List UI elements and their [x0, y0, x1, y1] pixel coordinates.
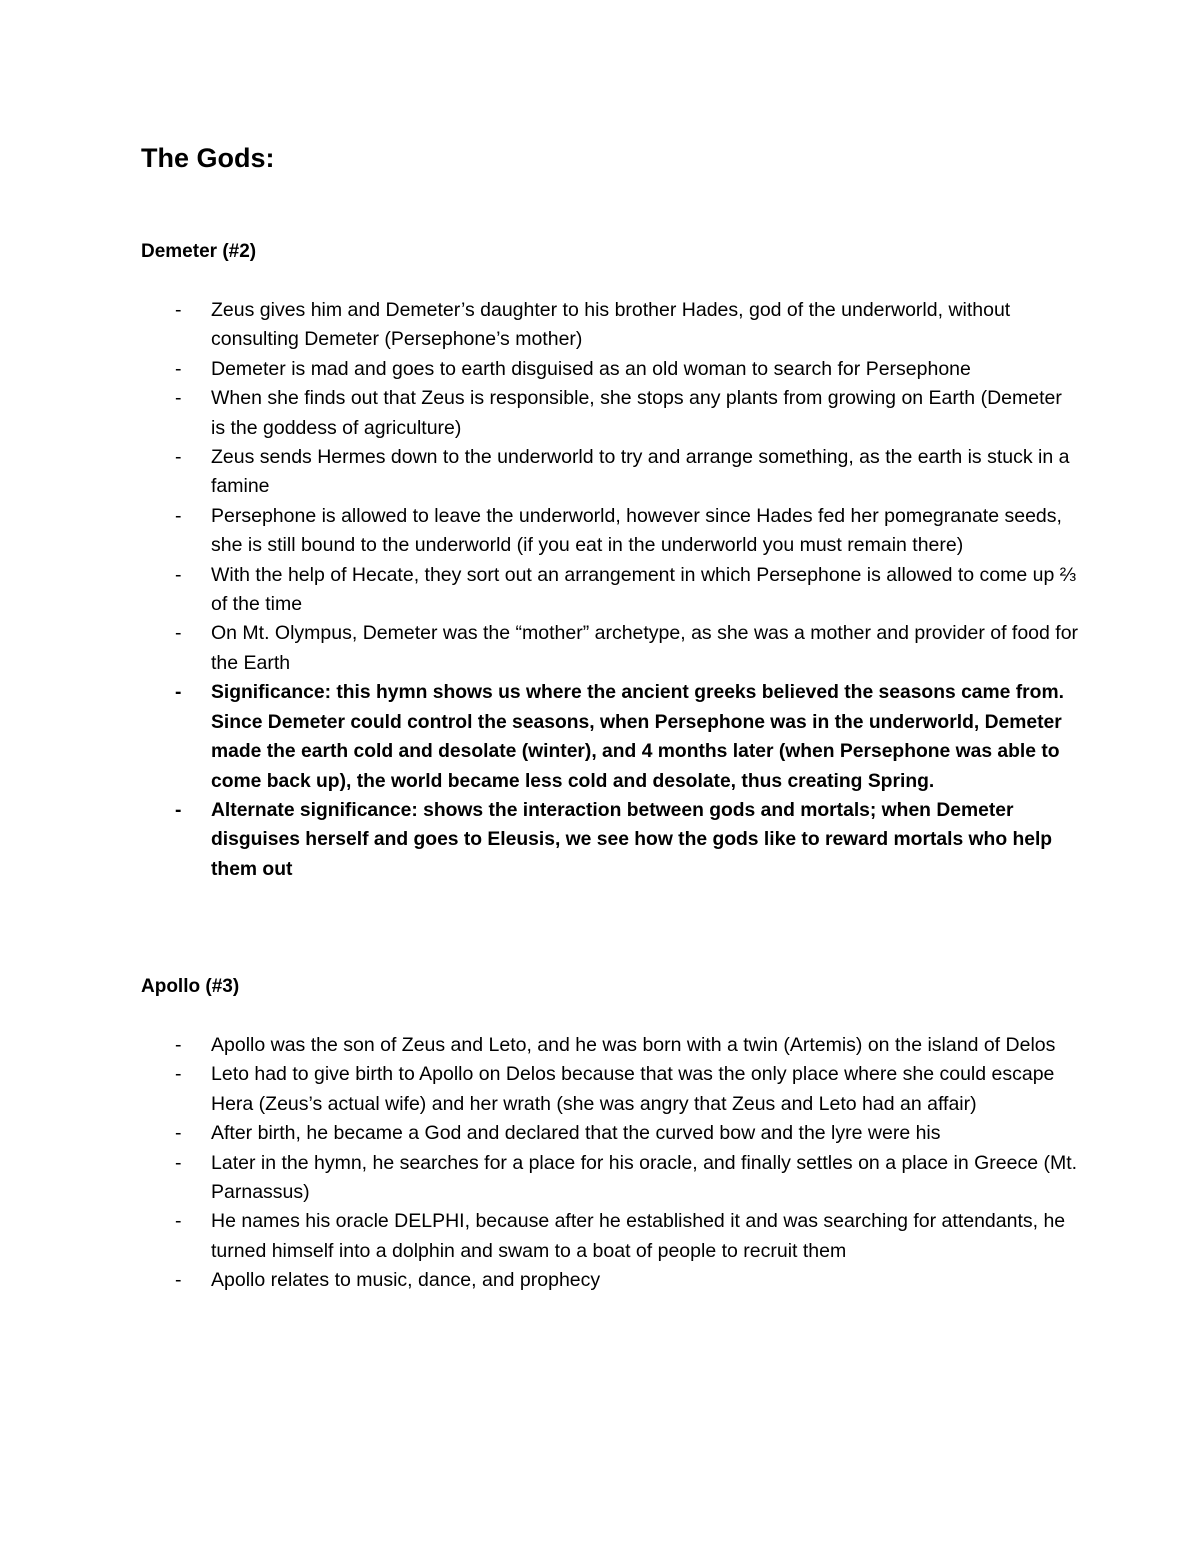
bullet-dash: - [175, 1063, 182, 1086]
list-item [141, 1266, 1081, 1295]
bullet-list-demeter [141, 296, 1081, 884]
bullet-dash: - [175, 357, 182, 380]
list-item [141, 384, 1081, 443]
list-item [141, 561, 1081, 620]
list-item-text: Demeter is mad and goes to earth disguised as an old woman to search for Persephone [211, 357, 971, 380]
bullet-dash: - [175, 622, 182, 645]
bullet-dash: - [175, 563, 182, 586]
page-title: The Gods: [141, 143, 275, 173]
list-item-text: Zeus sends Hermes down to the underworld to try and arrange something, as the earth is stuck in a famine [211, 446, 1070, 498]
section-heading-demeter: Demeter (#2) [141, 241, 257, 262]
bullet-dash: - [175, 446, 182, 469]
bullet-dash: - [175, 1122, 182, 1145]
list-item-text: On Mt. Olympus, Demeter was the “mother” archetype, as she was a mother and provider of food for the Earth [211, 622, 1079, 674]
bullet-dash: - [175, 1210, 182, 1233]
list-item-text: Alternate significance: shows the interaction between gods and mortals; when Demeter disguises herself and goes to Eleusis, we see how the gods like to reward mortals who help them out [211, 799, 1053, 880]
list-item-text: Persephone is allowed to leave the underworld, however since Hades fed her pomegranate seeds, she is still bound to the underworld (if you eat in the underworld you must remain there) [211, 504, 1062, 557]
list-item [141, 1119, 1081, 1148]
list-item-text: Leto had to give birth to Apollo on Delos because that was the only place where she could escape Hera (Zeus’s actual wife) and her wrath (she was angry that Zeus and Leto had an affair) [211, 1063, 1055, 1115]
bullet-dash: - [175, 1151, 182, 1174]
list-item [141, 1149, 1081, 1208]
list-item-text: Significance: this hymn shows us where the ancient greeks believed the seasons came from. Since Demeter could control the seasons, when Persephone was in the underworld, Demeter made the earth cold and desolate (winter), and 4 months later (when Persephone was able to come back up), the world became less cold and desolate, thus creating Spring. [211, 682, 1064, 792]
list-item [141, 443, 1081, 502]
list-item [141, 502, 1081, 561]
bullet-dash: - [175, 799, 182, 821]
list-item [141, 296, 1081, 355]
list-item-text: With the help of Hecate, they sort out an arrangement in which Persephone is allowed to come up ⅔ of the time [211, 563, 1076, 616]
bullet-dash: - [175, 299, 182, 321]
list-item [141, 619, 1081, 678]
alternate-significance-item [141, 796, 1081, 884]
list-item-text: Apollo was the son of Zeus and Leto, and he was born with a twin (Artemis) on the island of Delos [211, 1034, 1056, 1056]
list-item [141, 355, 1081, 384]
list-item-text: After birth, he became a God and declared that the curved bow and the lyre were his [211, 1122, 941, 1145]
list-item-text: Apollo relates to music, dance, and prophecy [211, 1269, 601, 1292]
list-item-text: Later in the hymn, he searches for a place for his oracle, and finally settles on a place in Greece (Mt. Parnassus) [211, 1151, 1078, 1204]
list-item [141, 1060, 1081, 1119]
significance-item [141, 678, 1081, 796]
list-item-text: Zeus gives him and Demeter’s daughter to his brother Hades, god of the underworld, without consulting Demeter (Persephone’s mother) [211, 299, 1011, 351]
bullet-dash: - [175, 1269, 182, 1292]
bullet-dash: - [175, 682, 182, 704]
bullet-list-apollo [141, 1031, 1081, 1296]
list-item [141, 1031, 1081, 1060]
bullet-dash: - [175, 387, 182, 410]
list-item-text: When she finds out that Zeus is responsible, she stops any plants from growing on Earth (Demeter is the goddess of agriculture) [211, 387, 1062, 439]
list-item-text: He names his oracle DELPHI, because after he established it and was searching for attendants, he turned himself into a dolphin and swam to a boat of people to recruit them [211, 1210, 1066, 1262]
list-item [141, 1207, 1081, 1266]
bullet-dash: - [175, 1034, 182, 1056]
bullet-dash: - [175, 504, 182, 527]
section-heading-apollo: Apollo (#3) [141, 976, 240, 997]
